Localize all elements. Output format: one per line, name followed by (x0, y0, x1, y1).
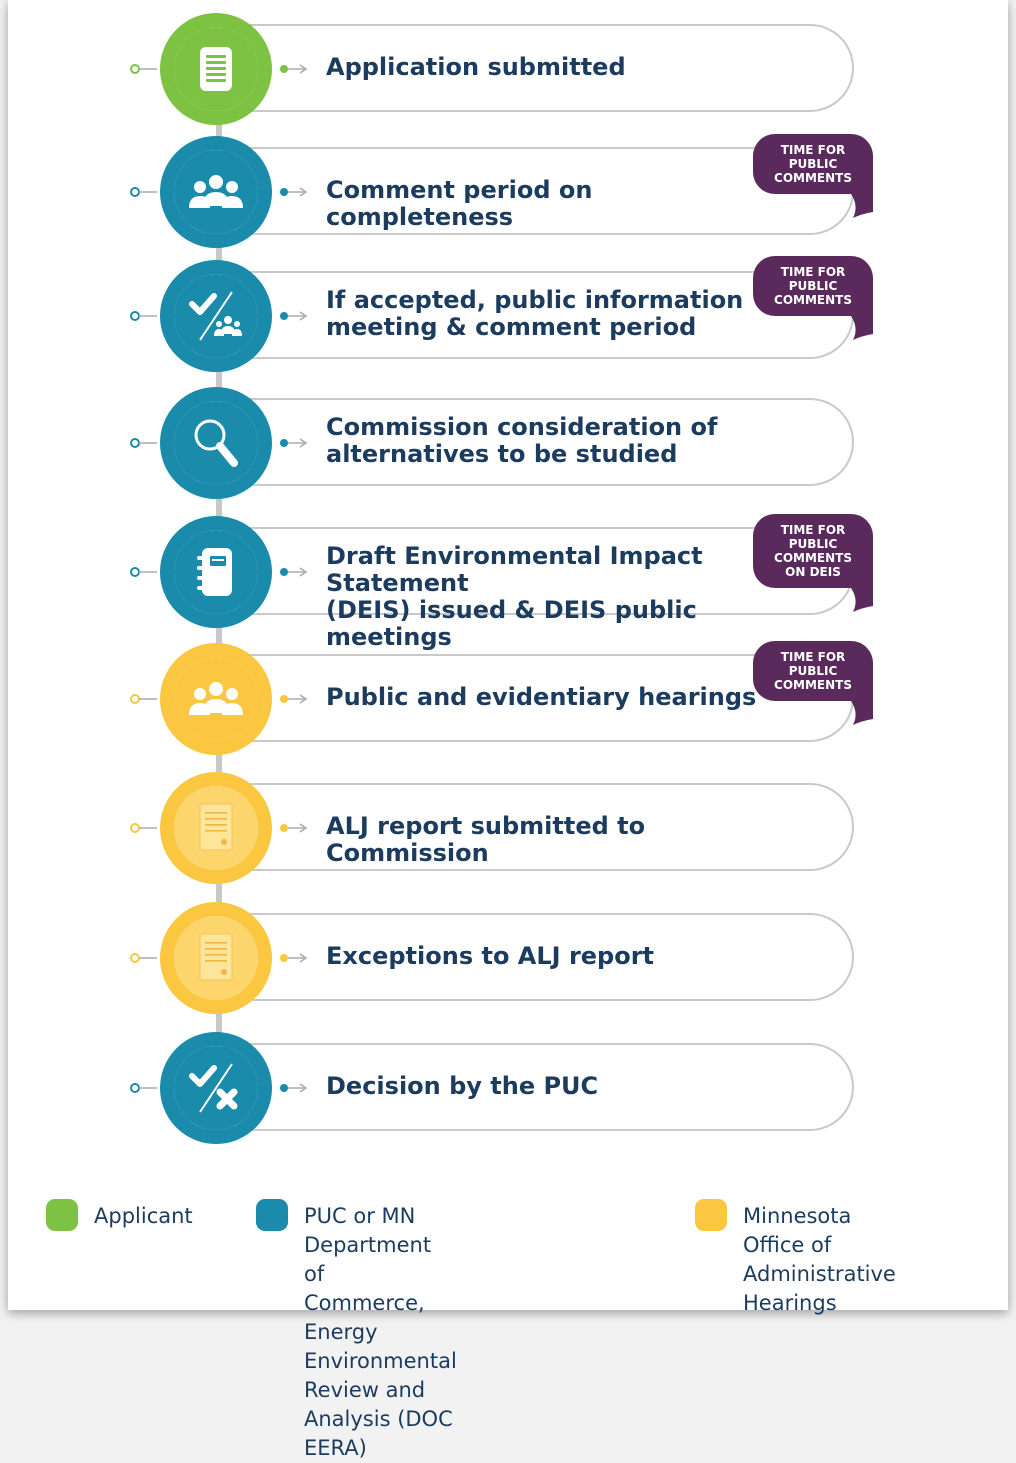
legend-label: Applicant (94, 1204, 193, 1228)
connector-left (129, 693, 157, 705)
badge-tail (851, 194, 873, 218)
badge-tail (851, 316, 873, 340)
connector-right (276, 566, 308, 578)
connector-right (276, 437, 308, 449)
connector-left (129, 186, 157, 198)
connector-right (276, 310, 308, 322)
step-circle (160, 1032, 272, 1144)
legend-label: PUC or MN Department of Commerce, Energy Environmental Review and Analysis (DOC EERA) (304, 1204, 457, 1460)
legend-swatch (695, 1199, 727, 1231)
process-step (0, 1029, 1016, 1149)
connector-right (276, 63, 308, 75)
step-circle (160, 387, 272, 499)
connector-left (129, 822, 157, 834)
legend-swatch (256, 1199, 288, 1231)
connector-left (129, 63, 157, 75)
step-circle (160, 902, 272, 1014)
step-label: Decision by the PUC (326, 1072, 599, 1100)
badge-tail (851, 701, 873, 725)
public-comment-badge: TIME FOR PUBLIC COMMENTS (753, 134, 873, 194)
connector-right (276, 186, 308, 198)
step-circle (160, 260, 272, 372)
legend-label: Minnesota Office of Administrative Hearings (743, 1204, 896, 1315)
process-step (0, 133, 1016, 253)
step-circle (160, 13, 272, 125)
legend-swatch (46, 1199, 78, 1231)
public-comment-badge: TIME FOR PUBLIC COMMENTS (753, 256, 873, 316)
step-circle (160, 643, 272, 755)
check-cross-icon (186, 1058, 246, 1118)
people-group-icon (186, 669, 246, 729)
notebook-icon (186, 542, 246, 602)
step-circle (160, 516, 272, 628)
public-comment-badge: TIME FOR PUBLIC COMMENTS (753, 641, 873, 701)
step-label: Draft Environmental Impact Statement (DEIS) issued & DEIS public meetings (326, 542, 703, 651)
connector-right (276, 952, 308, 964)
people-group-icon (186, 162, 246, 222)
connector-left (129, 310, 157, 322)
connector-right (276, 693, 308, 705)
step-label: Application submitted (326, 53, 626, 81)
public-comment-badge: TIME FOR PUBLIC COMMENTS ON DEIS (753, 514, 873, 588)
process-step (0, 10, 1016, 130)
connector-right (276, 1082, 308, 1094)
step-label: ALJ report submitted to Commission (326, 812, 646, 867)
process-step (0, 899, 1016, 1019)
step-circle (160, 136, 272, 248)
connector-left (129, 566, 157, 578)
process-step (0, 640, 1016, 760)
step-label: Comment period on completeness (326, 176, 593, 231)
connector-left (129, 1082, 157, 1094)
process-step (0, 513, 1016, 651)
magnifier-icon (186, 413, 246, 473)
step-label: Commission consideration of alternatives to be studied (326, 413, 718, 468)
process-step (0, 769, 1016, 889)
step-label: If accepted, public information meeting & comment period (326, 286, 744, 341)
connector-left (129, 952, 157, 964)
process-step (0, 384, 1016, 504)
certificate-icon (186, 798, 246, 858)
step-circle (160, 772, 272, 884)
connector-left (129, 437, 157, 449)
process-step (0, 257, 1016, 377)
certificate-icon (186, 928, 246, 988)
check-people-icon (186, 286, 246, 346)
connector-right (276, 822, 308, 834)
badge-tail (851, 588, 873, 612)
step-label: Public and evidentiary hearings (326, 683, 757, 711)
document-list-icon (186, 39, 246, 99)
step-label: Exceptions to ALJ report (326, 942, 655, 970)
